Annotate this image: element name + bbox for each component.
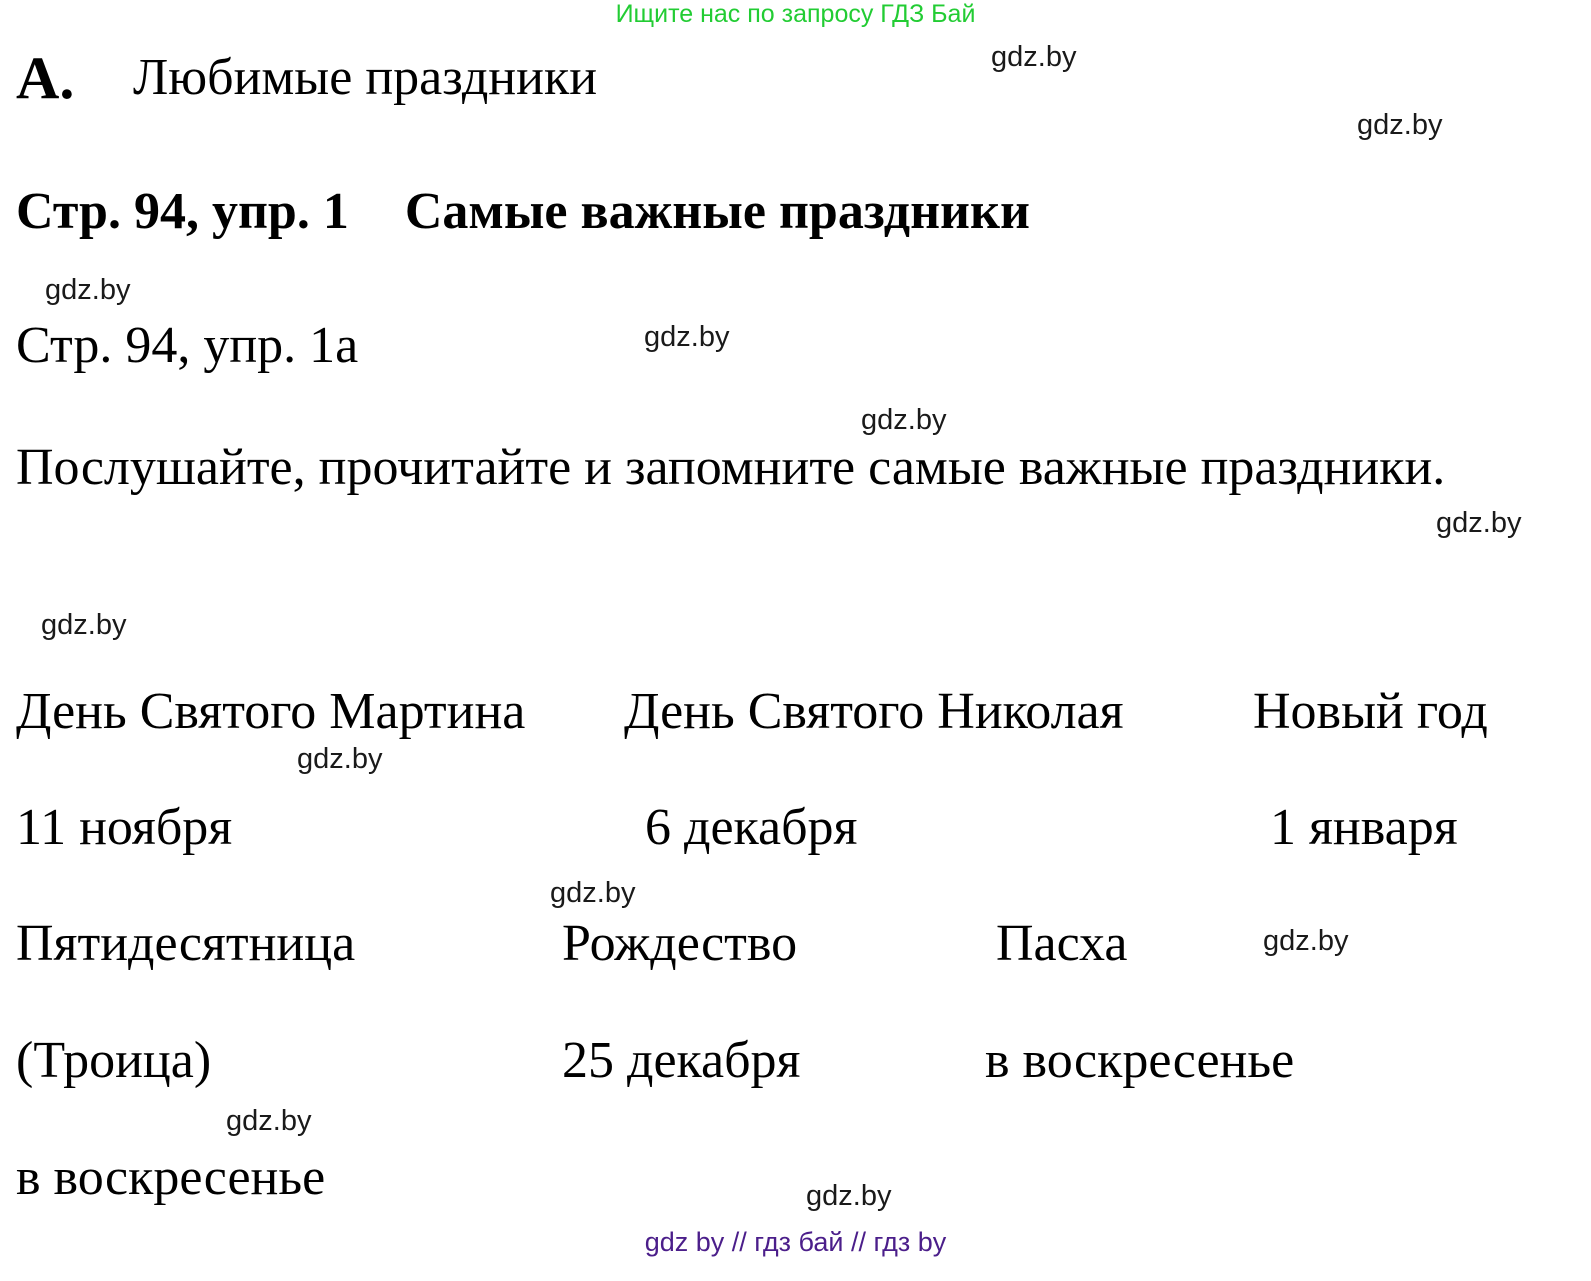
watermark: gdz.by bbox=[644, 321, 730, 353]
watermark: gdz.by bbox=[1263, 925, 1349, 957]
section-letter: А. bbox=[16, 45, 75, 111]
holiday-name-christmas: Рождество bbox=[562, 915, 798, 972]
footer-links: gdz by // гдз бай // гдз by bbox=[644, 1227, 947, 1257]
holiday-name-pentecost: Пятидесятница bbox=[16, 915, 356, 972]
exercise-ref: Стр. 94, упр. 1 bbox=[16, 183, 349, 240]
watermark: gdz.by bbox=[45, 274, 131, 306]
watermark: gdz.by bbox=[806, 1180, 892, 1212]
instruction-text: Послушайте, прочитайте и запомните самые важные праздники. bbox=[16, 439, 1446, 496]
holiday-date-easter: в воскресенье bbox=[985, 1032, 1295, 1089]
watermark: gdz.by bbox=[41, 609, 127, 641]
watermark: gdz.by bbox=[861, 404, 947, 436]
holiday-name-extra-pentecost: (Троица) bbox=[16, 1032, 212, 1089]
watermark: gdz.by bbox=[1357, 109, 1443, 141]
holiday-date-new-year: 1 января bbox=[1270, 799, 1458, 856]
holiday-name-nikolaus: День Святого Николая bbox=[624, 683, 1124, 740]
subexercise-heading: Стр. 94, упр. 1а bbox=[16, 317, 359, 374]
top-banner: Ищите нас по запросу ГДЗ Бай bbox=[615, 0, 976, 28]
holiday-name-easter: Пасха bbox=[996, 915, 1128, 972]
exercise-title: Самые важные праздники bbox=[404, 183, 1030, 240]
holiday-date-christmas: 25 декабря bbox=[562, 1032, 801, 1089]
watermark: gdz.by bbox=[550, 877, 636, 909]
holiday-date-pentecost: в воскресенье bbox=[16, 1149, 326, 1206]
watermark: gdz.by bbox=[226, 1105, 312, 1137]
holiday-name-new-year: Новый год bbox=[1253, 683, 1488, 740]
watermark: gdz.by bbox=[991, 41, 1077, 73]
watermark: gdz.by bbox=[297, 743, 383, 775]
section-title: Любимые праздники bbox=[133, 49, 598, 106]
holiday-name-martin: День Святого Мартина bbox=[16, 683, 526, 740]
holiday-date-nikolaus: 6 декабря bbox=[645, 799, 858, 856]
watermark: gdz.by bbox=[1436, 507, 1522, 539]
exercise-heading bbox=[16, 183, 1030, 240]
holiday-date-martin: 11 ноября bbox=[16, 799, 233, 856]
